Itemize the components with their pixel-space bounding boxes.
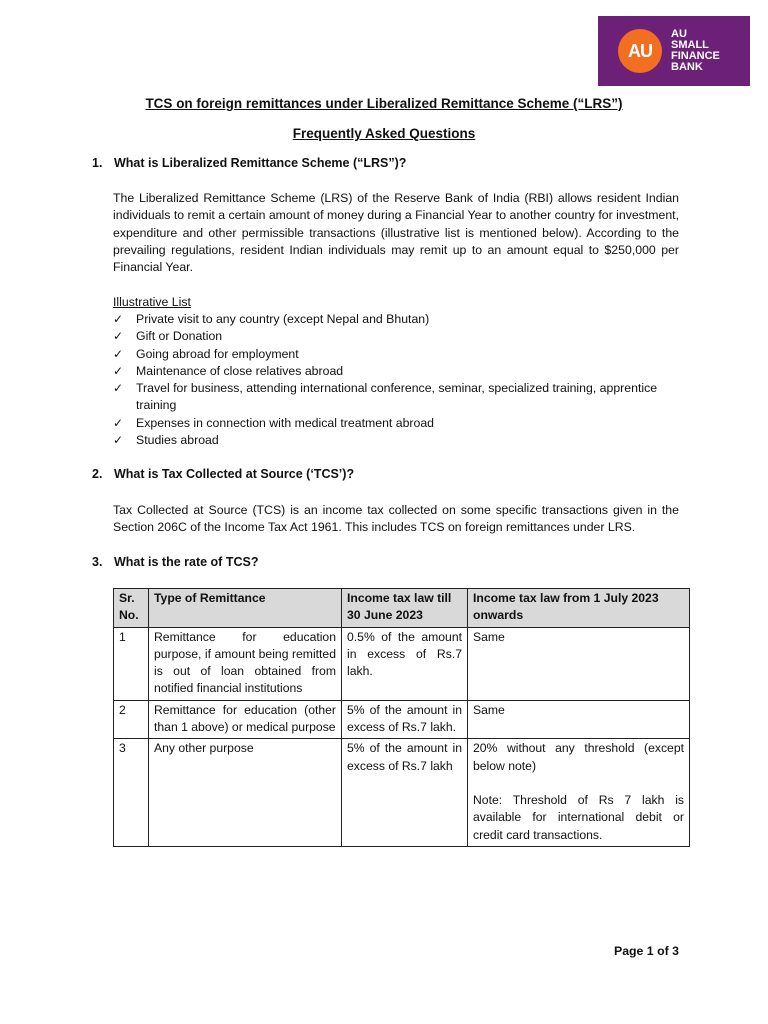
table-cell: 2 (114, 700, 149, 739)
table-cell: Any other purpose (149, 739, 342, 846)
question-text: What is the rate of TCS? (114, 555, 259, 569)
table-cell: Same (468, 627, 690, 700)
list-item: ✓ Gift or Donation (113, 328, 679, 345)
illustrative-list (113, 311, 679, 449)
au-bank-logo (598, 16, 750, 86)
table-cell: Remittance for education purpose, if amount being remitted is out of loan obtained from notified financial institutions (149, 627, 342, 700)
check-icon: ✓ (113, 381, 124, 396)
list-item: ✓ Maintenance of close relatives abroad (113, 363, 679, 380)
table-row (114, 739, 690, 846)
table-cell: Same (468, 700, 690, 739)
table-cell (468, 739, 690, 846)
question-number: 2. (92, 467, 103, 481)
illustrative-list-title: Illustrative List (113, 295, 191, 309)
list-item: ✓ Expenses in connection with medical treatment abroad (113, 415, 679, 432)
question-number: 1. (92, 156, 103, 170)
column-header: Income tax law till 30 June 2023 (342, 589, 468, 628)
check-icon: ✓ (113, 312, 124, 326)
list-item: ✓ Private visit to any country (except Nepal and Bhutan) (113, 311, 679, 328)
tcs-rate-table (113, 588, 690, 847)
check-icon: ✓ (113, 346, 124, 361)
table-cell: 5% of the amount in excess of Rs.7 lakh. (342, 700, 468, 739)
list-item: ✓ Going abroad for employment (113, 346, 679, 363)
column-header: Sr. No. (114, 589, 149, 628)
column-header: Type of Remittance (149, 589, 342, 628)
threshold-note: Note: Threshold of Rs 7 lakh is available for international debit or credit card transactions. (473, 792, 684, 842)
list-item: ✓ Studies abroad (113, 432, 679, 449)
column-header: Income tax law from 1 July 2023 onwards (468, 589, 690, 628)
document-title: TCS on foreign remittances under Liberalized Remittance Scheme (“LRS”) (145, 96, 623, 111)
list-item: ✓ Travel for business, attending international conference, seminar, specialized training, apprentice training (113, 381, 658, 413)
question-2 (92, 467, 354, 481)
check-icon: ✓ (113, 329, 124, 344)
logo-mark: AU (618, 29, 662, 73)
question-text: What is Liberalized Remittance Scheme (“LRS”)? (114, 156, 407, 170)
check-icon: ✓ (113, 415, 124, 430)
table-cell: 1 (114, 627, 149, 700)
table-cell: 5% of the amount in excess of Rs.7 lakh (342, 739, 468, 846)
check-icon: ✓ (113, 363, 124, 378)
question-number: 3. (92, 555, 103, 569)
table-cell: 3 (114, 739, 149, 846)
table-row (114, 700, 690, 739)
check-icon: ✓ (113, 433, 124, 448)
document-subtitle: Frequently Asked Questions (292, 126, 476, 141)
question-1 (92, 156, 406, 170)
table-header-row (114, 589, 690, 628)
table-cell: Remittance for education (other than 1 above) or medical purpose (149, 700, 342, 739)
question-3 (92, 555, 258, 569)
table-row (114, 627, 690, 700)
logo-text: AU SMALL FINANCE BANK (671, 28, 720, 73)
rate-text: 20% without any threshold (except below note) (473, 741, 684, 773)
question-text: What is Tax Collected at Source (‘TCS’)? (114, 467, 355, 481)
page-number: Page 1 of 3 (614, 944, 679, 958)
table-cell: 0.5% of the amount in excess of Rs.7 lakh. (342, 627, 468, 700)
answer-1: The Liberalized Remittance Scheme (LRS) of the Reserve Bank of India (RBI) allows resident Indian individuals to remit a certain amount of money during a Financial Year to another country for investment, expenditure and other permissible transactions (illustrative list is mentioned below). According to the prevailing regulations, resident Indian individuals may remit up to an amount equal to $250,000 per Financial Year. (113, 191, 679, 275)
answer-2: Tax Collected at Source (TCS) is an income tax collected on some specific transactions given in the Section 206C of the Income Tax Act 1961. This includes TCS on foreign remittances under LRS. (113, 503, 679, 535)
